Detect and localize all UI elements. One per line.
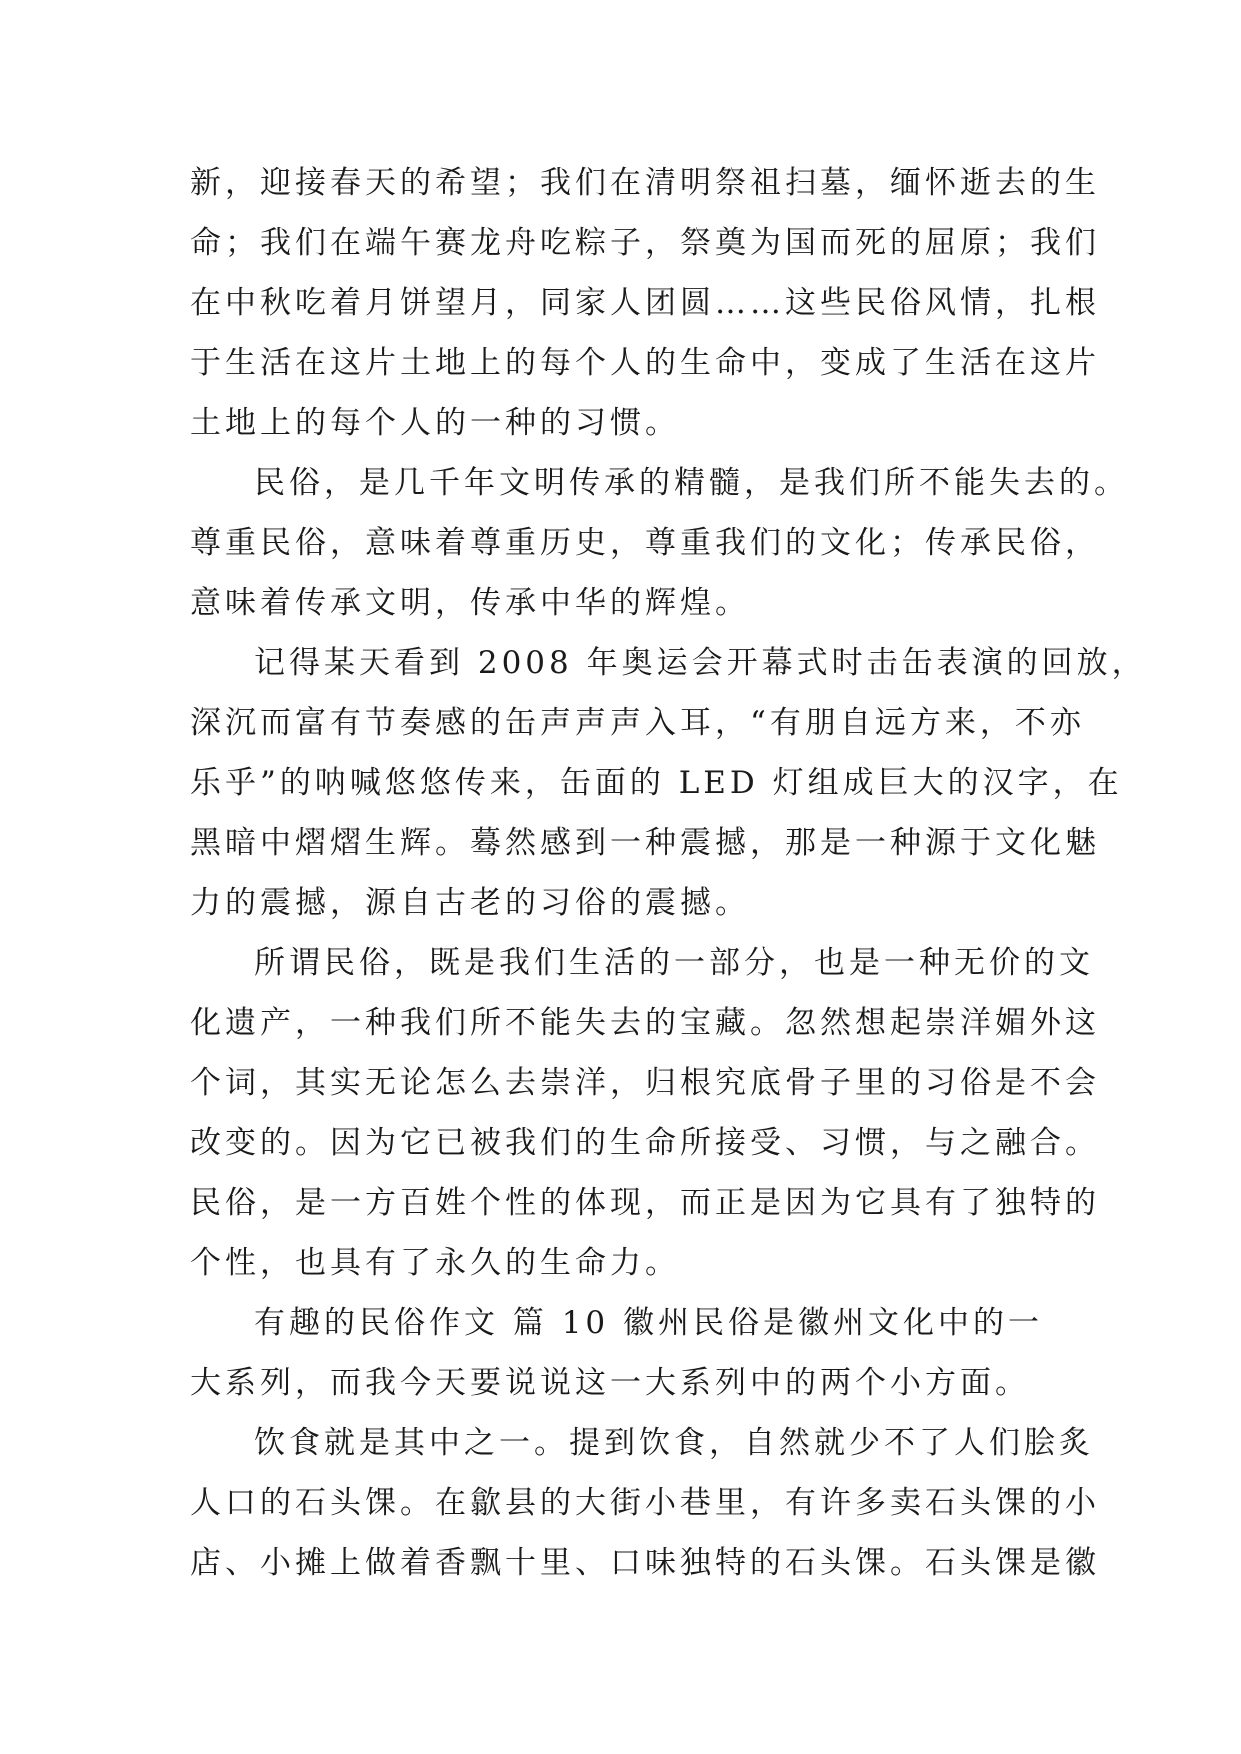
text-line: 于生活在这片土地上的每个人的生命中，变成了生活在这片 <box>190 345 1100 381</box>
text-line: 个性，也具有了永久的生命力。 <box>190 1245 680 1281</box>
text-line: 新，迎接春天的希望；我们在清明祭祖扫墓，缅怀逝去的生 <box>190 165 1100 201</box>
text-line: 店、小摊上做着香飘十里、口味独特的石头馃。石头馃是徽 <box>190 1545 1100 1581</box>
text-line: 意味着传承文明，传承中华的辉煌。 <box>190 585 750 621</box>
text-line: 在中秋吃着月饼望月，同家人团圆……这些民俗风情，扎根 <box>190 285 1100 321</box>
text-line: 化遗产，一种我们所不能失去的宝藏。忽然想起崇洋媚外这 <box>190 1005 1100 1041</box>
text-line: 深沉而富有节奏感的缶声声声入耳，“有朋自远方来，不亦 <box>190 705 1085 741</box>
text-line: 命；我们在端午赛龙舟吃粽子，祭奠为国而死的屈原；我们 <box>190 225 1100 261</box>
text-line: 个词，其实无论怎么去崇洋，归根究底骨子里的习俗是不会 <box>190 1065 1100 1101</box>
text-line: 人口的石头馃。在歙县的大街小巷里，有许多卖石头馃的小 <box>190 1485 1100 1521</box>
body-text <box>190 153 1147 1593</box>
paragraph-start-line: 饮食就是其中之一。提到饮食，自然就少不了人们脍炙 <box>254 1425 1094 1461</box>
text-line: 改变的。因为它已被我们的生命所接受、习惯，与之融合。 <box>190 1125 1100 1161</box>
paragraph-start-line: 所谓民俗，既是我们生活的一部分，也是一种无价的文 <box>254 945 1094 981</box>
text-line: 乐乎”的呐喊悠悠传来，缶面的 LED 灯组成巨大的汉字，在 <box>190 765 1123 801</box>
text-line: 大系列，而我今天要说说这一大系列中的两个小方面。 <box>190 1365 1030 1401</box>
paragraph-start-line: 记得某天看到 2008 年奥运会开幕式时击缶表演的回放， <box>254 645 1147 681</box>
section-heading-line: 有趣的民俗作文 篇 10 徽州民俗是徽州文化中的一 <box>254 1305 1044 1341</box>
text-line: 民俗，是一方百姓个性的体现，而正是因为它具有了独特的 <box>190 1185 1100 1221</box>
text-line: 力的震撼，源自古老的习俗的震撼。 <box>190 885 750 921</box>
text-line: 黑暗中熠熠生辉。蓦然感到一种震撼，那是一种源于文化魅 <box>190 825 1100 861</box>
text-line: 尊重民俗，意味着尊重历史，尊重我们的文化；传承民俗， <box>190 525 1100 561</box>
text-line: 土地上的每个人的一种的习惯。 <box>190 405 680 441</box>
paragraph-start-line: 民俗，是几千年文明传承的精髓，是我们所不能失去的。 <box>254 465 1129 501</box>
